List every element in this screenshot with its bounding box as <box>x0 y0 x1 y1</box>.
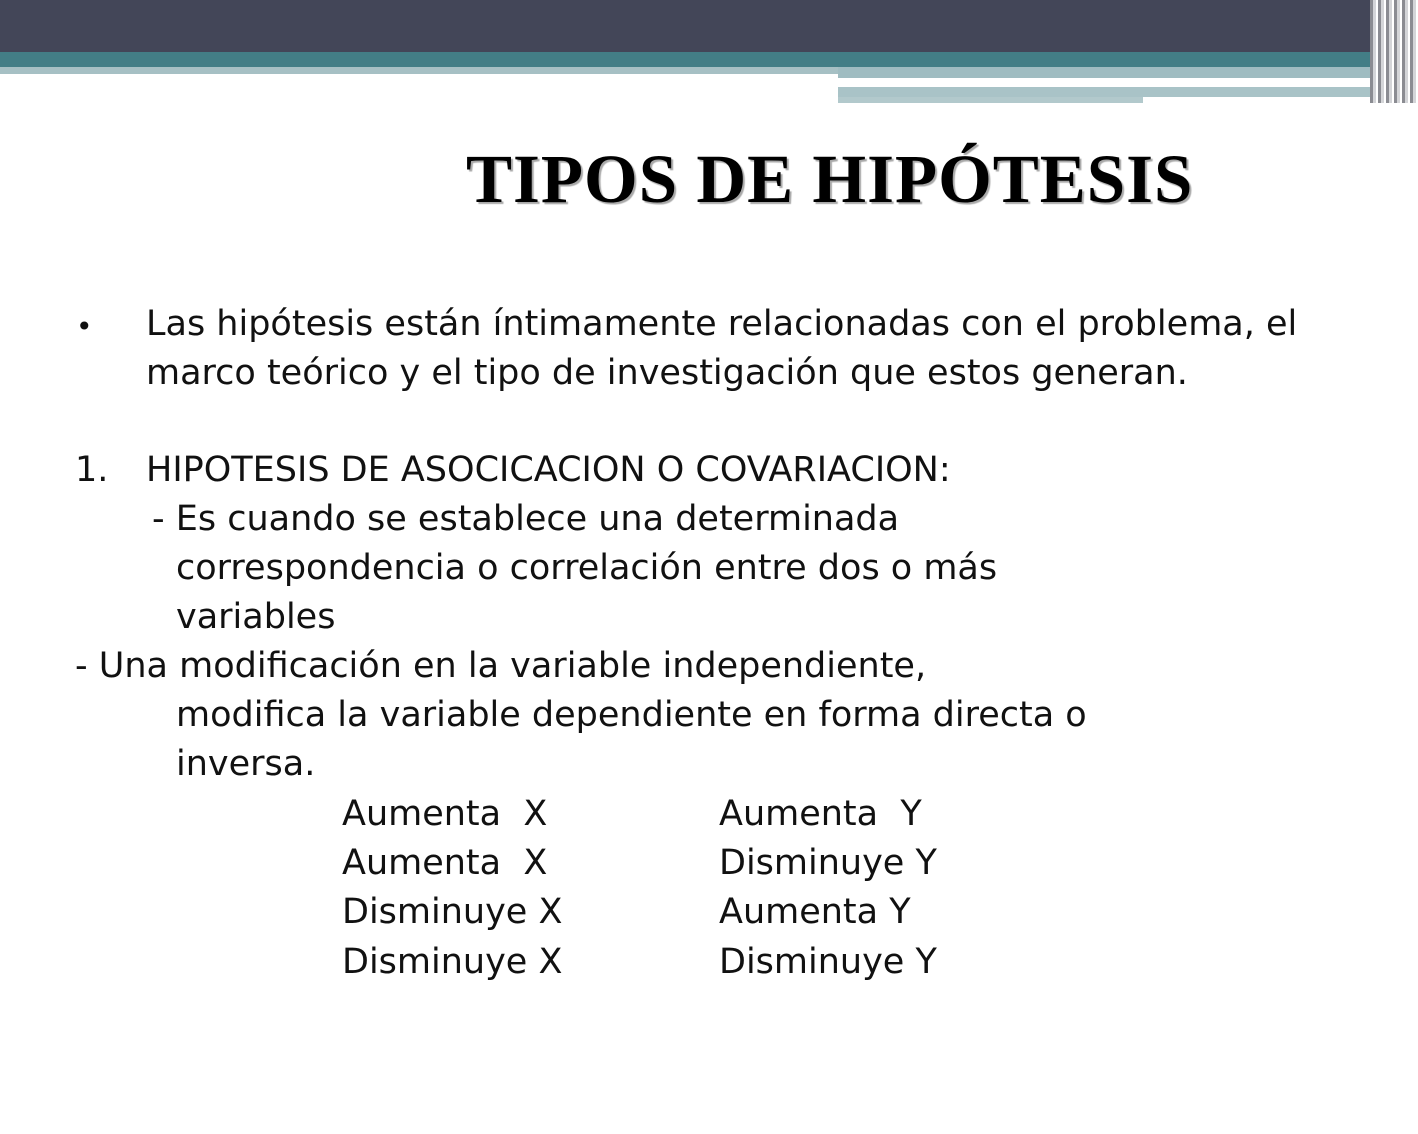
relation-x: Disminuye X <box>342 942 563 982</box>
relation-y: Disminuye Y <box>719 843 937 883</box>
header-band-dark <box>0 0 1370 52</box>
bullet-line-2: marco teórico y el tipo de investigación que estos generan. <box>146 353 1188 393</box>
header-band-teal <box>0 52 1370 67</box>
slide-title: TIPOS DE HIPÓTESIS <box>466 141 1194 217</box>
relation-y: Aumenta Y <box>719 892 911 932</box>
header-band-light-right <box>838 67 1370 78</box>
section-number: 1. <box>75 450 109 490</box>
point-a-line-3: variables <box>176 597 336 637</box>
point-b-line-2: modifica la variable dependiente en forma directa o <box>176 695 1087 735</box>
section-heading: HIPOTESIS DE ASOCICACION O COVARIACION: <box>146 450 951 490</box>
header-band-light-strip <box>838 87 1370 97</box>
header-band-light-left <box>0 67 838 74</box>
bullet-marker: • <box>76 310 93 343</box>
relation-x: Disminuye X <box>342 892 563 932</box>
relation-x: Aumenta X <box>342 794 548 834</box>
bullet-line-1: Las hipótesis están íntimamente relacionadas con el problema, el <box>146 304 1298 344</box>
point-a-line-1: - Es cuando se establece una determinada <box>152 499 900 539</box>
relation-y: Disminuye Y <box>719 942 937 982</box>
relation-y: Aumenta Y <box>719 794 922 834</box>
point-a-line-2: correspondencia o correlación entre dos o más <box>176 548 998 588</box>
point-b-line-3: inversa. <box>176 744 316 784</box>
header-vertical-bars <box>1370 0 1418 103</box>
header-band-light-strip-short <box>838 97 1143 103</box>
point-b-line-1: - Una modificación en la variable independiente, <box>75 646 927 686</box>
relation-x: Aumenta X <box>342 843 548 883</box>
